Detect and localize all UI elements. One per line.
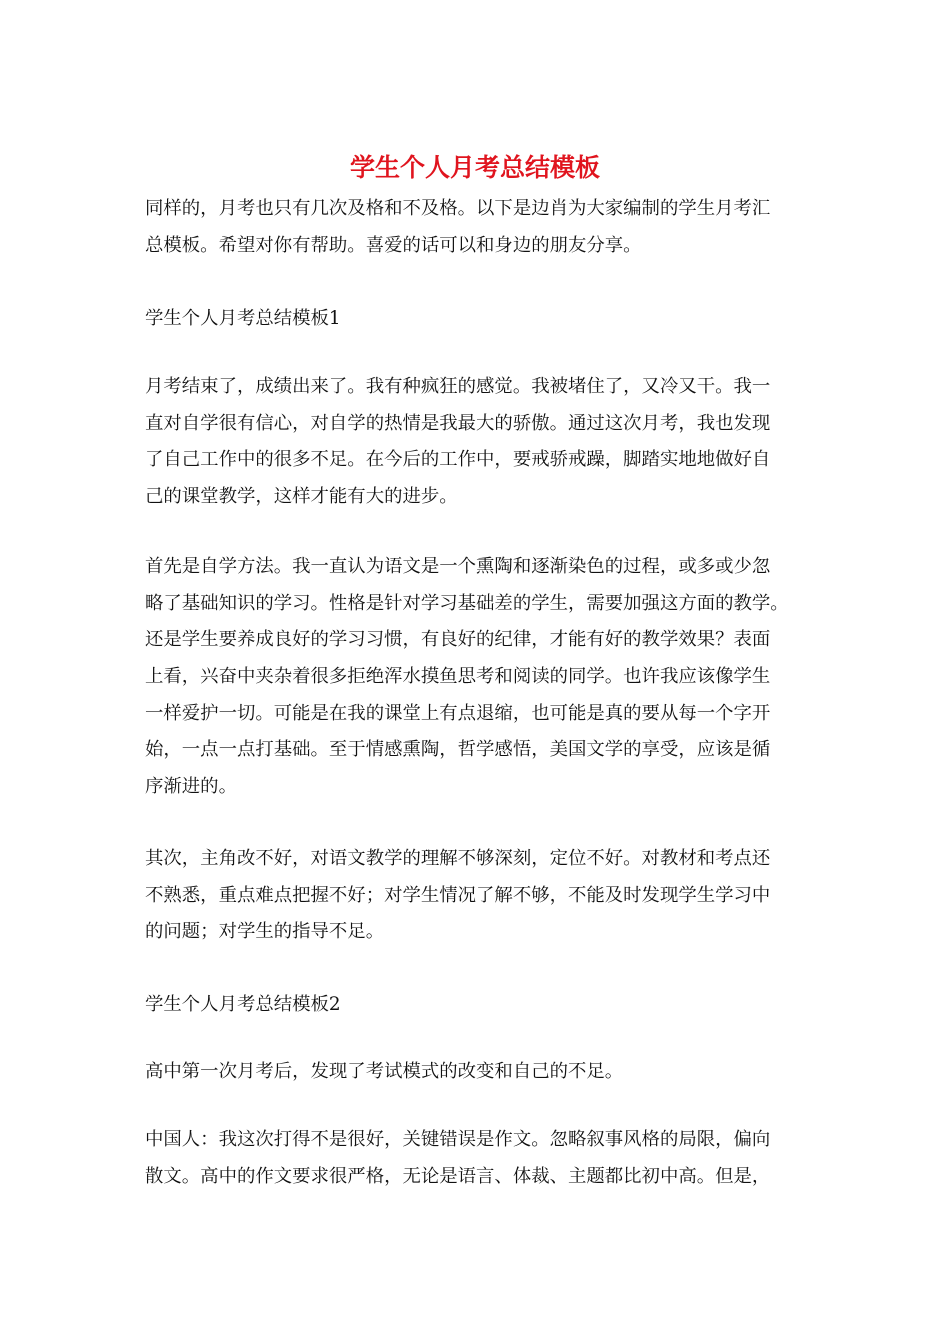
section-heading-1: 学生个人月考总结模板1 — [145, 308, 341, 329]
paragraph — [145, 369, 813, 516]
text-line: 还是学生要养成良好的学习习惯，有良好的纪律，才能有好的教学效果？表面 — [145, 629, 771, 651]
text-line: 高中第一次月考后，发现了考试模式的改变和自己的不足。 — [145, 1061, 624, 1082]
text-line: 散文。高中的作文要求很严格，无论是语言、体裁、主题都比初中高。但是， — [145, 1165, 771, 1187]
text-line: 的问题；对学生的指导不足。 — [145, 921, 385, 943]
paragraph — [145, 841, 813, 951]
text-line: 直对自学很有信心，对自学的热情是我最大的骄傲。通过这次月考，我也发现 — [145, 412, 771, 434]
text-line: 上看，兴奋中夹杂着很多拒绝浑水摸鱼思考和阅读的同学。也许我应该像学生 — [145, 666, 771, 688]
intro-paragraph — [145, 191, 813, 264]
text-line: 同样的，月考也只有几次及格和不及格。以下是边肖为大家编制的学生月考汇 — [145, 198, 771, 219]
paragraph — [145, 1054, 813, 1091]
document-title: 学生个人月考总结模板 — [349, 153, 600, 182]
text-line: 不熟悉，重点难点把握不好；对学生情况了解不够，不能及时发现学生学习中 — [145, 884, 771, 906]
text-line: 了自己工作中的很多不足。在今后的工作中，要戒骄戒躁，脚踏实地地做好自 — [145, 449, 771, 471]
text-line: 其次，主角改不好，对语文教学的理解不够深刻，定位不好。对教材和考点还 — [145, 848, 771, 869]
text-line: 总模板。希望对你有帮助。喜爱的话可以和身边的朋友分享。 — [145, 234, 642, 256]
paragraph — [145, 549, 813, 806]
text-line: 略了基础知识的学习。性格是针对学习基础差的学生，需要加强这方面的教学。 — [145, 592, 789, 614]
text-line: 一样爱护一切。可能是在我的课堂上有点退缩，也可能是真的要从每一个字开 — [145, 702, 771, 724]
paragraph — [145, 1122, 813, 1195]
text-line: 首先是自学方法。我一直认为语文是一个熏陶和逐渐染色的过程，或多或少忽 — [145, 556, 771, 577]
text-line: 中国人：我这次打得不是很好，关键错误是作文。忽略叙事风格的局限，偏向 — [145, 1129, 771, 1150]
section-heading-2: 学生个人月考总结模板2 — [145, 994, 341, 1015]
text-line: 始，一点一点打基础。至于情感熏陶，哲学感悟，美国文学的享受，应该是循 — [145, 739, 771, 761]
text-line: 序渐进的。 — [145, 776, 237, 798]
text-line: 己的课堂教学，这样才能有大的进步。 — [145, 486, 458, 508]
text-line: 月考结束了，成绩出来了。我有种疯狂的感觉。我被堵住了，又冷又干。我一 — [145, 376, 771, 397]
